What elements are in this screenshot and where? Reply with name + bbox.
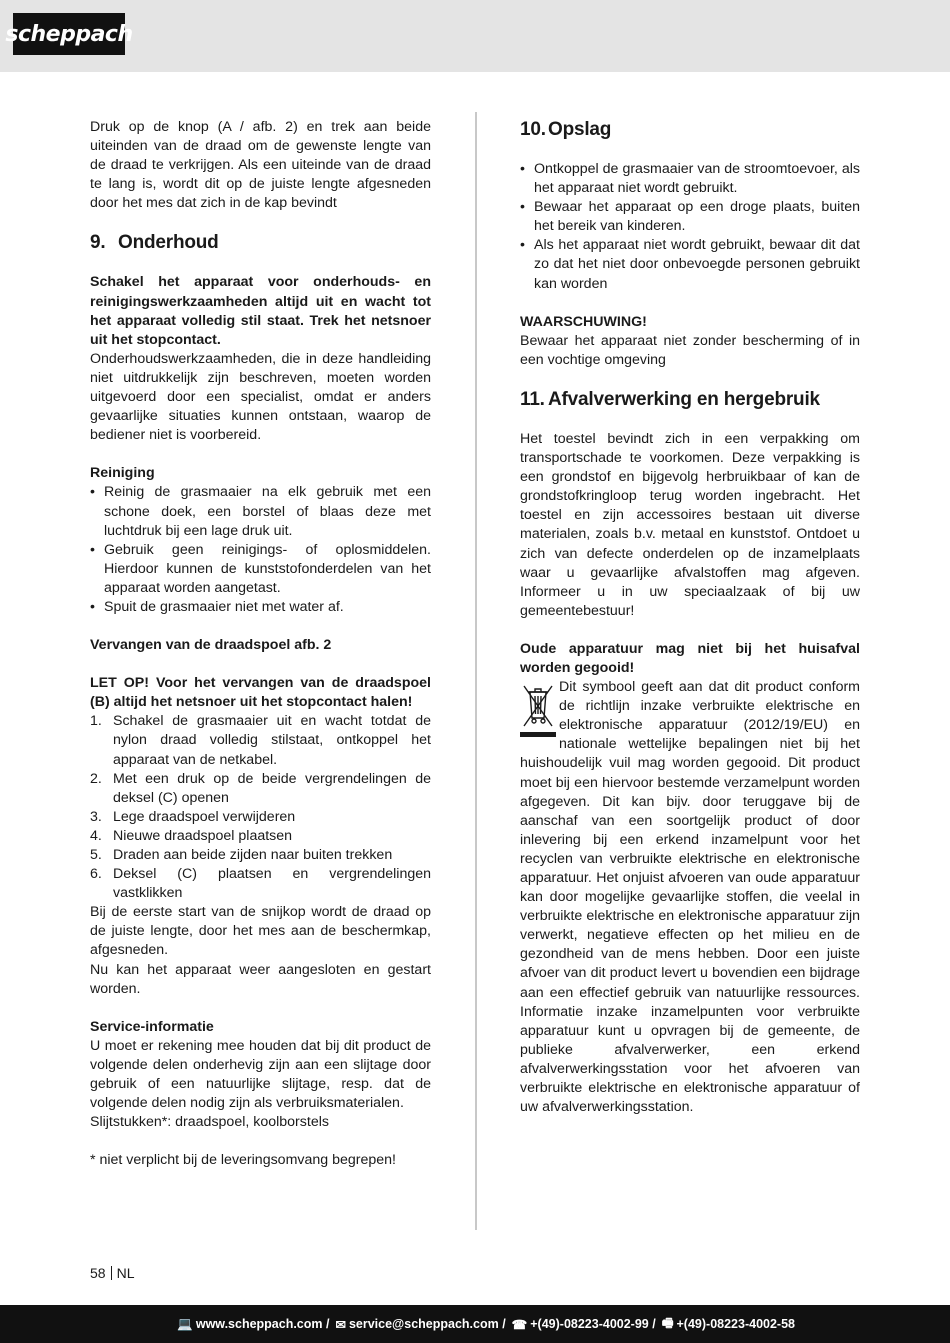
list-item: 3. Lege draadspoel verwijderen	[90, 808, 296, 825]
service-text: U moet er rekening mee houden dat bij dit product de volgende delen onderhevig zijn aan een slijtage door gebruik of een natuurlijke slijtage, resp. dat de volgende delen nodig zijn als verbruiksmaterialen.	[90, 1037, 431, 1112]
list-item: • Reinig de grasmaaier na elk gebruik met een schone doek, een borstel of blaas deze met luchtdruk bij een lage druk uit.	[90, 484, 431, 539]
warning-label: WAARSCHUWING!	[520, 313, 647, 330]
page-number: 58 NL	[90, 1265, 135, 1281]
email-link[interactable]: service@scheppach.com /	[348, 1317, 506, 1331]
spool-steps	[90, 712, 431, 903]
list-item: • Spuit de grasmaaier niet met water af.	[90, 598, 344, 615]
fax-number: +(49)-08223-4002-58	[676, 1317, 795, 1331]
header-bar	[0, 0, 950, 72]
crossed-bin-icon	[520, 680, 556, 738]
fax-icon: 🖷	[661, 1315, 674, 1330]
list-item: • Als het apparaat niet wordt gebruikt, bewaar dit dat zo dat het niet door onbevoegde personen gebruikt kan worden	[520, 237, 860, 292]
cleaning-title: Reiniging	[90, 465, 155, 482]
scheppach-logo: scheppach	[13, 13, 125, 55]
maintenance-text: Onderhoudswerkzaamheden, die in deze handleiding niet uitdrukkelijk zijn beschreven, moeten worden uitgevoerd door een specialist, omdat er anders gevaarlijke situaties kunnen ontstaan, waarop de bediener niet is voorbereid.	[90, 350, 431, 444]
section-10-heading: 10. Opslag	[520, 119, 612, 140]
section-9-heading: 9. Onderhoud	[90, 232, 219, 254]
list-item: 5. Draden aan beide zijden naar buiten trekken	[90, 847, 393, 863]
list-item: 1. Schakel de grasmaaier uit en wacht totdat de nylon draad volledig stilstaat, ontkoppel het apparaat van de netkabel.	[90, 713, 431, 768]
list-item: 6. Deksel (C) plaatsen en vergrendelingen vastklikken	[90, 866, 431, 902]
list-item: 2. Met een druk op de beide vergrendelingen de deksel (C) openen	[90, 770, 431, 806]
spool-warning: LET OP! Voor het vervangen van de draadspoel (B) altijd het netsnoer uit het stopcontact halen!	[90, 675, 431, 711]
telephone-icon: ☎	[511, 1317, 528, 1332]
warning-text: Bewaar het apparaat niet zonder bescherming of in een vochtige omgeving	[520, 332, 860, 368]
weee-title: Oude apparatuur mag niet bij het huisafval worden gegooid!	[520, 640, 860, 676]
envelope-icon: ✉	[335, 1317, 346, 1332]
list-item: 4. Nieuwe draadspoel plaatsen	[90, 827, 293, 844]
column-divider	[475, 112, 477, 1230]
maintenance-warning: Schakel het apparaat voor onderhouds- en reinigingswerkzaamheden altijd uit en wacht tot het apparaat volledig stil staat. Trek het netsnoer uit het stopcontact.	[90, 274, 431, 348]
footer-bar	[0, 1305, 950, 1343]
intro-paragraph: Druk op de knop (A / afb. 2) en trek aan beide uiteinden van de draad om de gewenste lengte van de draad te verkrijgen. Als een uiteinde van de draad te lang is, wordt dit op de juiste lengte afgesneden door het mes dat zich in de kap bevindt	[90, 119, 431, 212]
website-link[interactable]: www.scheppach.com /	[195, 1317, 330, 1331]
computer-icon: 💻	[177, 1316, 193, 1331]
first-start-text: Bij de eerste start van de snijkop wordt de draad op de juiste lengte, door het mes aan de beschermkap, afgesneden.	[90, 904, 431, 959]
section-11-heading: 11. Afvalverwerking en hergebruik	[520, 388, 820, 410]
wear-parts: Slijtstukken*: draadspoel, koolborstels	[90, 1114, 329, 1131]
footnote: * niet verplicht bij de leveringsomvang begrepen!	[90, 1152, 397, 1169]
list-item: • Ontkoppel de grasmaaier van de stroomtoevoer, als het apparaat niet wordt gebruikt.	[520, 161, 860, 197]
left-column	[90, 118, 431, 1170]
list-item: • Gebruik geen reinigings- of oplosmiddelen. Hierdoor kunnen de kunststofonderdelen van het apparaat worden aangetast.	[90, 541, 431, 596]
phone-number: +(49)-08223-4002-99 /	[530, 1317, 656, 1331]
cleaning-list	[90, 483, 431, 617]
list-item: • Bewaar het apparaat op een droge plaats, buiten het bereik van kinderen.	[520, 199, 860, 235]
right-column	[520, 118, 860, 1117]
packaging-text: Het toestel bevindt zich in een verpakking om transportschade te voorkomen. Deze verpakking is een grondstof en bijgevolg herbruikbaar of kan de grondstofkringloop terug worden ingebracht. Het toestel en zijn accessoires bestaan uit diverse materialen, zoals b.v. metaal en kunststof. Ontdoet u zich van defecte onderdelen op de inzamelplaats waar u gevaarlijke afvalstoffen mag afgeven. Informeer u in uw speciaalzaak of bij uw gemeentebestuur!	[520, 430, 860, 619]
storage-list	[520, 160, 860, 294]
reconnect-text: Nu kan het apparaat weer aangesloten en gestart worden.	[90, 961, 431, 997]
weee-text: Dit symbool geeft aan dat dit product conform de richtlijn inzake verbruikte elektrische en elektronische apparatuur (2012/19/EU) en nationale wettelijke bepalingen niet bij het huishoudelijk vuil mag worden gegooid. Dit product moet bij een hiervoor bestemde verzamelpunt worden afgegeven. Dit kan bijv. door teruggave bij de aanschaf van een soortgelijk product of door inlevering bij een erkend inzamelpunt voor het recyclen van verbruikte elektrische en elektronische apparatuur. Het onjuist afvoeren van oude apparatuur kan door mogelijke gevaarlijke stoffen, die veelal in verbruikte elektrische en elektronische apparatuur zijn verwerkt, negatieve effecten op het milieu en de gezondheid van de mens hebben. Door een juiste afvoer van dit product levert u bovendien een bijdrage aan een effectief gebruik van natuurlijke ressources. Informatie inzake inzamelpunten voor verbruikte apparatuur kunt u opvragen bij de gemeente, de publieke afvalverwerker, een erkend afvalverwerkingsstation voor het afvoeren van verbruikte elektrische en elektronische apparatuur of uw afvalverwerkingsstation.	[520, 679, 860, 1116]
spool-title: Vervangen van de draadspoel afb. 2	[90, 637, 332, 654]
service-title: Service-informatie	[90, 1018, 214, 1035]
